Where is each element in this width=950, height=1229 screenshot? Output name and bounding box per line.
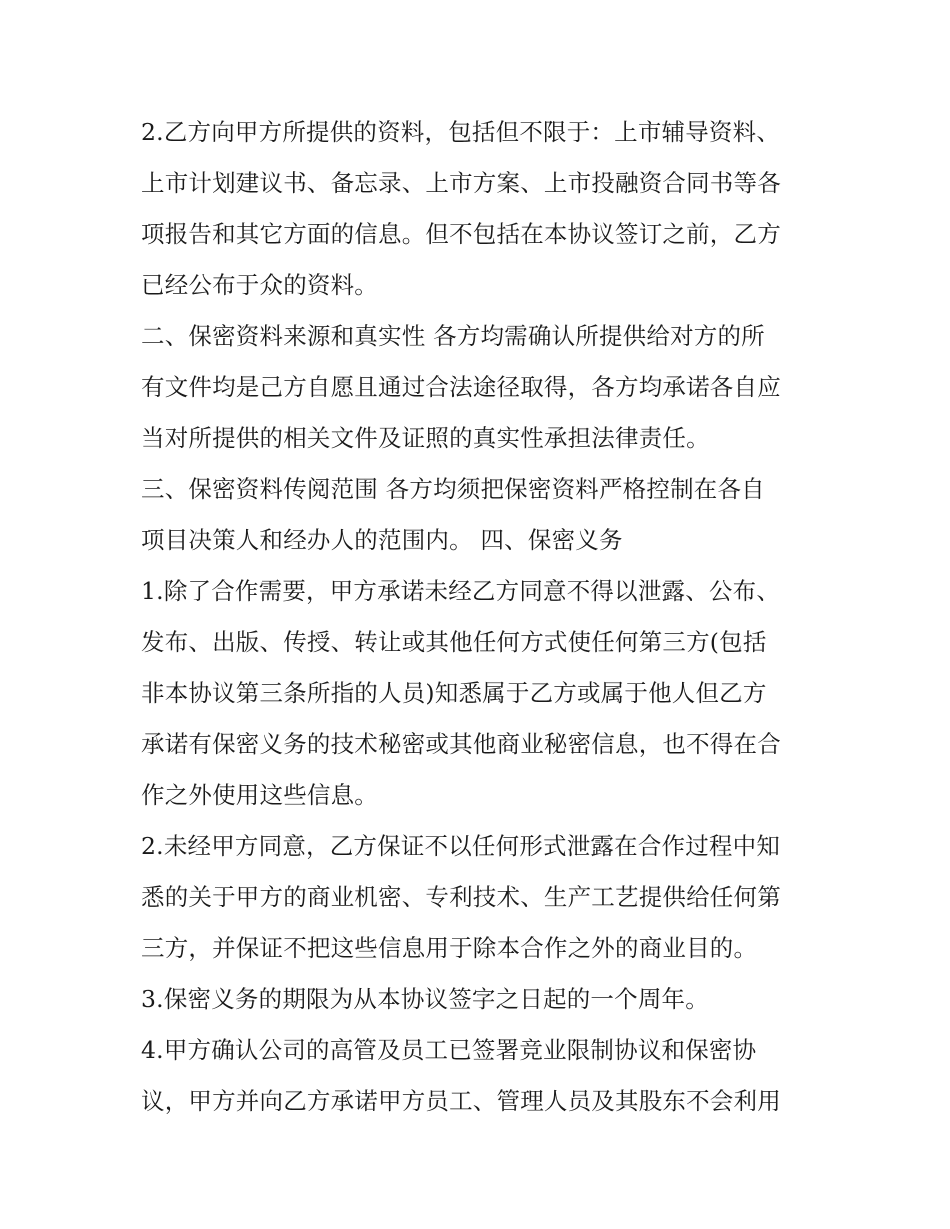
text-line: 三方，并保证不把这些信息用于除本合作之外的商业目的。	[141, 934, 758, 962]
text-line: 2.乙方向甲方所提供的资料，包括但不限于：上市辅导资料、	[141, 118, 781, 146]
text-line: 作之外使用这些信息。	[141, 781, 378, 809]
text-line: 非本协议第三条所指的人员)知悉属于乙方或属于他人但乙方	[141, 679, 767, 707]
text-line: 1.除了合作需要，甲方承诺未经乙方同意不得以泄露、公布、	[141, 577, 781, 605]
text-line: 当对所提供的相关文件及证照的真实性承担法律责任。	[141, 424, 710, 452]
text-line: 二、保密资料来源和真实性 各方均需确认所提供给对方的所	[141, 322, 765, 350]
text-line: 4.甲方确认公司的高管及员工已签署竞业限制协议和保密协	[141, 1036, 757, 1064]
text-line: 悉的关于甲方的商业机密、专利技术、生产工艺提供给任何第	[141, 883, 781, 911]
document-body	[141, 107, 821, 1127]
text-line: 3.保密义务的期限为从本协议签字之日起的一个周年。	[141, 985, 709, 1013]
text-line: 发布、出版、传授、转让或其他任何方式使任何第三方(包括	[141, 628, 767, 656]
text-line: 承诺有保密义务的技术秘密或其他商业秘密信息，也不得在合	[141, 730, 781, 758]
text-line: 有文件均是己方自愿且通过合法途径取得，各方均承诺各自应	[141, 373, 781, 401]
text-line: 2.未经甲方同意，乙方保证不以任何形式泄露在合作过程中知	[141, 832, 781, 860]
text-line: 已经公布于众的资料。	[141, 271, 378, 299]
text-line: 三、保密资料传阅范围 各方均须把保密资料严格控制在各自	[141, 475, 765, 503]
text-line: 议，甲方并向乙方承诺甲方员工、管理人员及其股东不会利用	[141, 1087, 781, 1115]
text-line: 项目决策人和经办人的范围内。 四、保密义务	[141, 526, 623, 554]
text-line: 上市计划建议书、备忘录、上市方案、上市投融资合同书等各	[141, 169, 781, 197]
text-line: 项报告和其它方面的信息。但不包括在本协议签订之前，乙方	[141, 220, 781, 248]
